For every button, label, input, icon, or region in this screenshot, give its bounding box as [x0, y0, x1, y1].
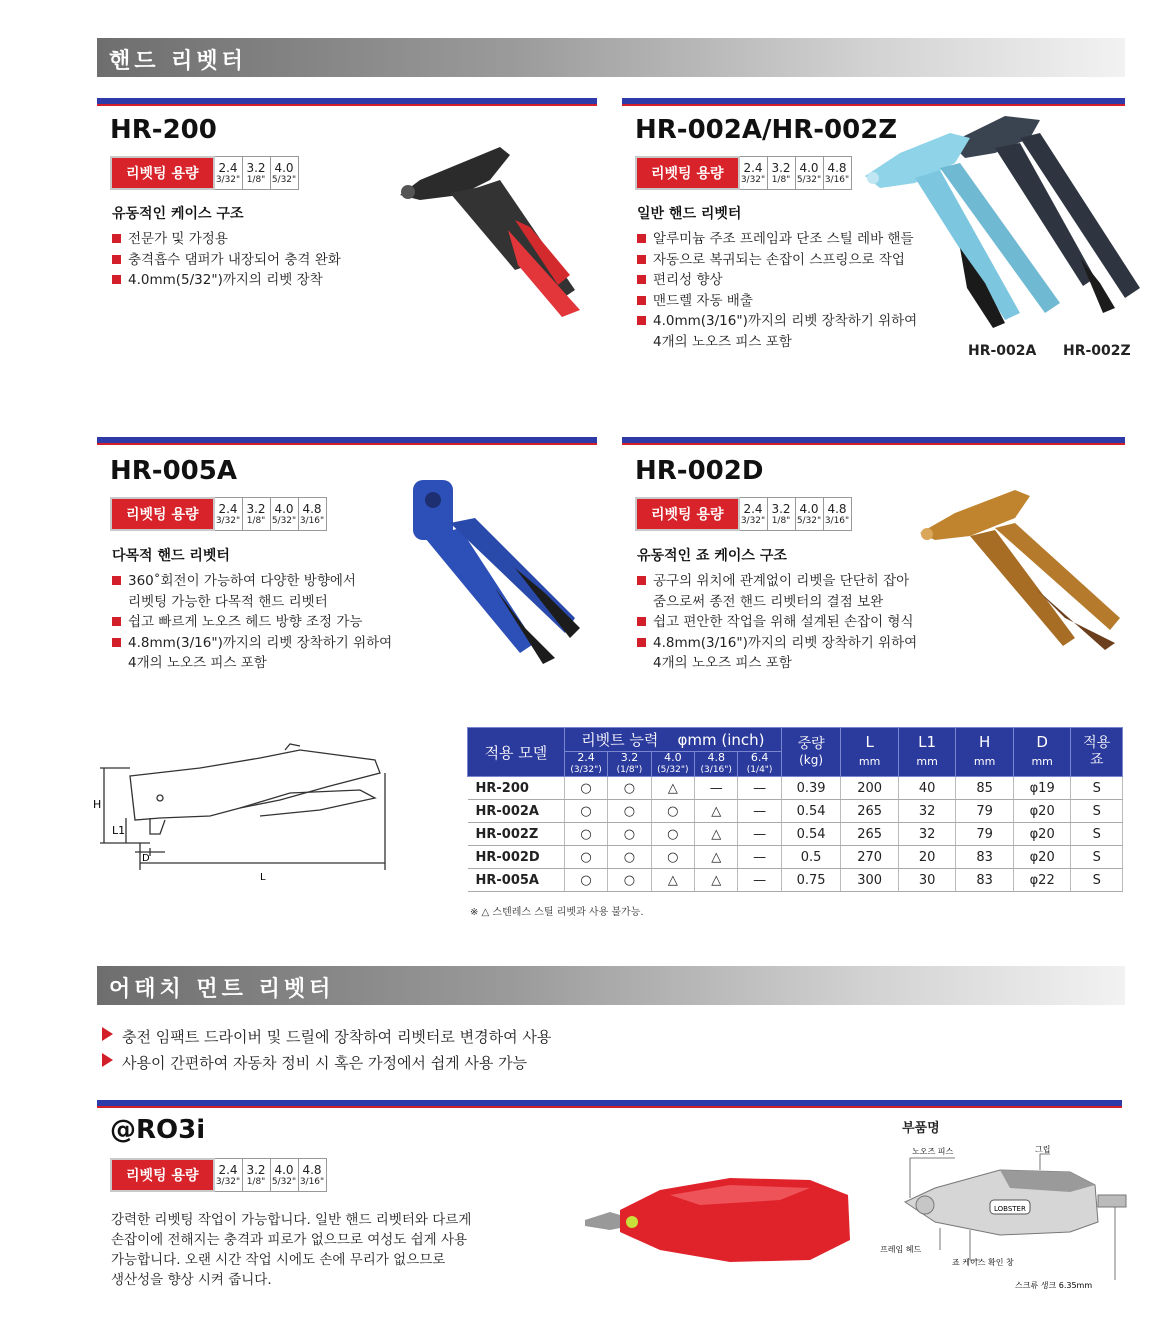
- product-description: 강력한 리벳팅 작업이 가능합니다. 일반 핸드 리벳터와 다르게 손잡이에 전해지는 충격과 피로가 없으므로 여성도 쉽게 사용 가능합니다. 오랜 시간 작업 시에도 손에 무리가 없으므로 생산성을 향상 시켜 줍니다.: [111, 1212, 472, 1288]
- table-row: [468, 823, 1123, 846]
- product-divider: [97, 98, 597, 106]
- table-cell: —: [738, 846, 781, 869]
- table-cell: △: [651, 869, 694, 892]
- model-title: HR-005A: [110, 456, 237, 486]
- feature-item: 충격흡수 댐퍼가 내장되어 충격 완화: [112, 250, 341, 271]
- part-label-grip: 그립: [1035, 1145, 1051, 1154]
- capacity-label: 리벳팅 용량: [635, 497, 740, 531]
- table-cell: φ19: [1013, 777, 1071, 800]
- table-cell: 79: [956, 823, 1014, 846]
- col-header-cap: 4.8 (3/16"): [695, 752, 738, 777]
- table-cell: 0.54: [781, 800, 841, 823]
- table-cell: △: [651, 777, 694, 800]
- feature-list: [112, 229, 341, 291]
- attach-feature-item: 충전 임팩트 드라이버 및 드릴에 장착하여 리벳터로 변경하여 사용: [102, 1024, 551, 1050]
- table-cell: 265: [841, 823, 899, 846]
- hr005a-tool-image: [405, 468, 585, 668]
- feature-item: 편리성 향상: [637, 270, 917, 291]
- table-cell: ○: [564, 777, 607, 800]
- table-cell: —: [738, 869, 781, 892]
- capacity-label: 리벳팅 용량: [110, 1158, 215, 1192]
- table-cell: △: [695, 846, 738, 869]
- part-label-window: 죠 케이스 확인 창: [952, 1258, 1014, 1267]
- hr002-tool-image: [855, 108, 1145, 338]
- parts-title: 부품명: [902, 1121, 940, 1136]
- table-cell: 265: [841, 800, 899, 823]
- table-cell: ○: [608, 869, 651, 892]
- hr002d-tool-image: [915, 478, 1125, 653]
- table-cell: 40: [898, 777, 956, 800]
- capacity-box: 리벳팅 용량 2.4 3/32" 3.2 1/8" 4.0 5/32": [110, 156, 299, 190]
- spec-table: [467, 727, 1123, 892]
- table-note: ※ △ 스텐레스 스틸 리벳과 사용 불가능.: [470, 907, 644, 918]
- table-cell: 32: [898, 800, 956, 823]
- col-header-cap: 4.0 (5/32"): [651, 752, 694, 777]
- table-cell-model: HR-002Z: [468, 823, 565, 846]
- model-title: @RO3i: [110, 1115, 206, 1145]
- feature-item: 4.0mm(5/32")까지의 리벳 장착: [112, 270, 341, 291]
- table-cell: —: [738, 800, 781, 823]
- feature-item: 4.8mm(3/16")까지의 리벳 장착하기 위하여: [637, 633, 917, 654]
- table-cell: φ20: [1013, 800, 1071, 823]
- capacity-box: 리벳팅 용량 2.4 3/32" 3.2 1/8" 4.0 5/32" 4.8 3/16": [635, 497, 852, 531]
- table-cell: △: [695, 823, 738, 846]
- feature-item: 4.0mm(3/16")까지의 리벳 장착하기 위하여: [637, 311, 917, 332]
- table-cell: 79: [956, 800, 1014, 823]
- tool-label: HR-002A: [968, 343, 1037, 359]
- feature-list: [637, 571, 917, 674]
- table-cell: φ20: [1013, 846, 1071, 869]
- table-cell: △: [695, 869, 738, 892]
- feature-item: 알루미늄 주조 프레임과 단조 스틸 레바 핸들: [637, 229, 917, 250]
- dim-label-l1: L1: [112, 824, 126, 837]
- table-cell: φ22: [1013, 869, 1071, 892]
- attach-feature-item: 사용이 간편하여 자동차 정비 시 혹은 가정에서 쉽게 사용 가능: [102, 1050, 551, 1076]
- capacity-box: 리벳팅 용량 2.4 3/32" 3.2 1/8" 4.0 5/32" 4.8 3/16": [635, 156, 852, 190]
- feature-item-cont: 리벳팅 가능한 다목적 핸드 리벳터: [128, 593, 328, 610]
- table-cell: ○: [564, 846, 607, 869]
- feature-list: [112, 571, 392, 674]
- section-title: 어태치 먼트 리벳터: [109, 977, 335, 1002]
- feature-item: 전문가 및 가정용: [112, 229, 341, 250]
- table-cell: ○: [651, 846, 694, 869]
- table-cell: 83: [956, 846, 1014, 869]
- capacity-label: 리벳팅 용량: [110, 156, 215, 190]
- col-header-l: L mm: [841, 728, 899, 777]
- attach-feature-list: [102, 1024, 551, 1076]
- table-cell-model: HR-005A: [468, 869, 565, 892]
- parts-diagram: [880, 1140, 1140, 1290]
- hr200-tool-image: [390, 135, 600, 325]
- product-divider: [97, 437, 597, 445]
- ro3i-tool-image: [580, 1160, 860, 1275]
- capacity-label: 리벳팅 용량: [110, 497, 215, 531]
- feature-item: 자동으로 복귀되는 손잡이 스프링으로 작업: [637, 250, 917, 271]
- section-title: 핸드 리벳터: [109, 49, 247, 74]
- product-divider: [622, 98, 1125, 106]
- table-row: [468, 846, 1123, 869]
- table-cell: 200: [841, 777, 899, 800]
- table-cell: ○: [564, 823, 607, 846]
- table-cell: ○: [651, 823, 694, 846]
- col-header-model: 적용 모델: [468, 728, 565, 777]
- col-header-weight: 중량 (kg): [781, 728, 841, 777]
- table-cell-model: HR-200: [468, 777, 565, 800]
- brand-label: LOBSTER: [994, 1205, 1026, 1213]
- feature-item-cont: 4개의 노오즈 피스 포함: [653, 655, 792, 671]
- table-cell: 300: [841, 869, 899, 892]
- feature-item-cont: 4개의 노오즈 피스 포함: [128, 655, 267, 671]
- part-label-shank: 스크류 생크 6.35mm: [1015, 1281, 1093, 1290]
- table-row: [468, 800, 1123, 823]
- table-cell: ○: [651, 800, 694, 823]
- feature-item-cont: 4개의 노오즈 피스 포함: [653, 333, 792, 350]
- col-header-cap: 2.4 (3/32"): [564, 752, 607, 777]
- feature-item: 맨드렐 자동 배출: [637, 291, 917, 312]
- table-cell: 0.5: [781, 846, 841, 869]
- table-cell: 83: [956, 869, 1014, 892]
- product-divider: [97, 1100, 1122, 1108]
- feature-item: 쉽고 편안한 작업을 위해 설계된 손잡이 형식: [637, 612, 917, 633]
- model-title: HR-200: [110, 115, 217, 145]
- table-cell: S: [1071, 823, 1123, 846]
- dim-label-d: D: [142, 853, 150, 864]
- table-cell: φ20: [1013, 823, 1071, 846]
- table-cell: ○: [608, 777, 651, 800]
- feature-item: 쉽고 빠르게 노오즈 헤드 방향 조정 가능: [112, 612, 392, 633]
- table-cell: ○: [564, 869, 607, 892]
- table-row: [468, 869, 1123, 892]
- table-cell: 0.75: [781, 869, 841, 892]
- section-banner-attach: [97, 966, 1125, 1005]
- table-cell: —: [738, 777, 781, 800]
- table-cell: ○: [608, 846, 651, 869]
- dim-label-h: H: [93, 798, 102, 811]
- col-header-cap: 6.4 (1/4"): [738, 752, 781, 777]
- table-cell: S: [1071, 800, 1123, 823]
- capacity-box: 리벳팅 용량 2.4 3/32" 3.2 1/8" 4.0 5/32" 4.8 3/16": [110, 1158, 327, 1192]
- table-cell: —: [738, 823, 781, 846]
- table-cell: ○: [608, 800, 651, 823]
- col-header-capacity: 리벳트 능력 φmm (inch): [564, 728, 781, 752]
- part-label-frame: 프레임 헤드: [880, 1245, 922, 1254]
- dim-label-l: L: [260, 872, 266, 883]
- table-cell: 20: [898, 846, 956, 869]
- dimension-drawing: [90, 738, 400, 888]
- table-cell-model: HR-002A: [468, 800, 565, 823]
- table-cell: 0.54: [781, 823, 841, 846]
- table-cell: ○: [608, 823, 651, 846]
- table-cell: 32: [898, 823, 956, 846]
- table-cell: ○: [564, 800, 607, 823]
- table-cell: 30: [898, 869, 956, 892]
- table-cell: S: [1071, 846, 1123, 869]
- feature-item: 4.8mm(3/16")까지의 리벳 장착하기 위하여: [112, 633, 392, 654]
- table-cell: —: [695, 777, 738, 800]
- feature-item: 공구의 위치에 관계없이 리벳을 단단히 잡아: [637, 571, 917, 592]
- table-cell: △: [695, 800, 738, 823]
- part-label-nose: 노오즈 피스: [912, 1147, 954, 1156]
- col-header-jaw: 적용 죠: [1071, 728, 1123, 777]
- product-subtitle: 유동적인 죠 케이스 구조: [637, 548, 787, 564]
- col-header-h: H mm: [956, 728, 1014, 777]
- col-header-l1: L1 mm: [898, 728, 956, 777]
- feature-item: 360˚회전이 가능하여 다양한 방향에서: [112, 571, 392, 592]
- section-banner-hand: [97, 38, 1125, 77]
- col-header-d: D mm: [1013, 728, 1071, 777]
- tool-label: HR-002Z: [1063, 343, 1131, 359]
- product-subtitle: 유동적인 케이스 구조: [112, 206, 244, 222]
- table-cell-model: HR-002D: [468, 846, 565, 869]
- table-cell: S: [1071, 777, 1123, 800]
- table-cell: S: [1071, 869, 1123, 892]
- feature-item-cont: 줌으로써 종전 핸드 리벳터의 결점 보완: [653, 593, 884, 610]
- col-header-cap: 3.2 (1/8"): [608, 752, 651, 777]
- capacity-box: 리벳팅 용량 2.4 3/32" 3.2 1/8" 4.0 5/32" 4.8 3/16": [110, 497, 327, 531]
- table-cell: 270: [841, 846, 899, 869]
- product-divider: [622, 437, 1125, 445]
- model-title: HR-002D: [635, 456, 764, 486]
- capacity-label: 리벳팅 용량: [635, 156, 740, 190]
- model-title: HR-002A/HR-002Z: [635, 115, 898, 145]
- table-cell: 0.39: [781, 777, 841, 800]
- table-row: [468, 777, 1123, 800]
- table-cell: 85: [956, 777, 1014, 800]
- product-subtitle: 다목적 핸드 리벳터: [112, 548, 230, 564]
- product-subtitle: 일반 핸드 리벳터: [637, 206, 742, 222]
